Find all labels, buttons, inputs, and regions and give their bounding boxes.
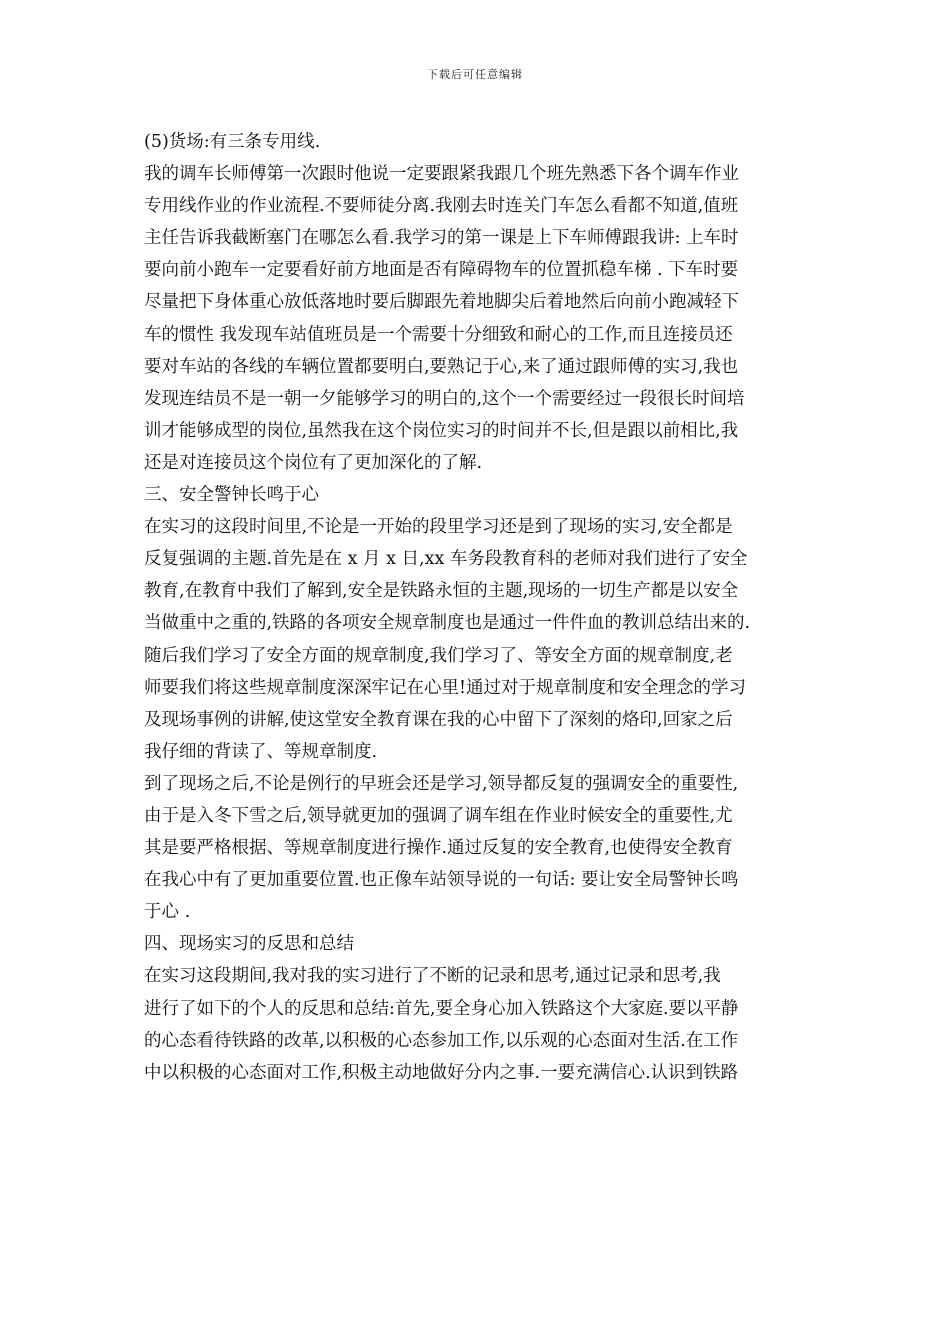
document-body <box>144 126 812 1089</box>
text-line: 随后我们学习了安全方面的规章制度,我们学习了、等安全方面的规章制度,老 <box>144 645 733 666</box>
text-line: (5)货场:有三条专用线. <box>144 132 321 152</box>
page-header: 下载后可任意编辑 <box>427 68 523 81</box>
text-line: 进行了如下的个人的反思和总结:首先,要全身心加入铁路这个大家庭.要以平静 <box>144 998 739 1019</box>
section-heading: 三、安全警钟长鸣于心 <box>144 485 319 506</box>
text-line: 在实习的这段时间里,不论是一开始的段里学习还是到了现场的实习,安全都是 <box>144 517 733 538</box>
text-line: 的心态看待铁路的改革,以积极的心态参加工作,以乐观的心态面对生活.在工作 <box>144 1030 739 1051</box>
text-line: 到了现场之后,不论是例行的早班会还是学习,领导都反复的强调安全的重要性, <box>144 773 739 794</box>
text-line: 于心 . <box>144 902 191 923</box>
text-line: 我仔细的背读了、等规章制度. <box>144 741 378 762</box>
text-line: 还是对连接员这个岗位有了更加深化的了解. <box>144 452 483 473</box>
text-line: 发现连结员不是一朝一夕能够学习的明白的,这个一个需要经过一段很长时间培 <box>144 388 745 409</box>
text-line: 车的惯性 我发现车站值班员是一个需要十分细致和耐心的工作,而且连接员还 <box>144 324 733 345</box>
text-line: 专用线作业的作业流程.不要师徒分离.我刚去时连关门车怎么看都不知道,值班 <box>144 196 739 217</box>
text-line: 在我心中有了更加重要位置.也正像车站领导说的一句话: 要让安全局警钟长鸣 <box>144 870 739 891</box>
text-line: 及现场事例的讲解,使这堂安全教育课在我的心中留下了深刻的烙印,回家之后 <box>144 709 733 730</box>
text-line: 当做重中之重的,铁路的各项安全规章制度也是通过一件件血的教训总结出来的. <box>144 613 751 634</box>
text-line: 其是要严格根据、等规章制度进行操作.通过反复的安全教育,也使得安全教育 <box>144 838 733 859</box>
text-line: 在实习这段期间,我对我的实习进行了不断的记录和思考,通过记录和思考,我 <box>144 966 721 987</box>
text-line: 师要我们将这些规章制度深深牢记在心里!通过对于规章制度和安全理念的学习 <box>144 677 747 698</box>
text-line: 反复强调的主题.首先是在 x 月 x 日,xx 车务段教育科的老师对我们进行了安全 <box>144 549 748 570</box>
text-line: 主任告诉我截断塞门在哪怎么看.我学习的第一课是上下车师傅跟我讲: 上车时 <box>144 228 739 249</box>
text-line: 训才能够成型的岗位,虽然我在这个岗位实习的时间并不长,但是跟以前相比,我 <box>144 420 739 441</box>
text-line: 我的调车长师傅第一次跟时他说一定要跟紧我跟几个班先熟悉下各个调车作业 <box>144 164 739 185</box>
text-line: 中以积极的心态面对工作,积极主动地做好分内之事.一要充满信心.认识到铁路 <box>144 1062 739 1083</box>
text-line: 尽量把下身体重心放低落地时要后脚跟先着地脚尖后着地然后向前小跑减轻下 <box>144 292 739 313</box>
text-line: 由于是入冬下雪之后,领导就更加的强调了调车组在作业时候安全的重要性,尤 <box>144 805 733 826</box>
section-heading: 四、现场实习的反思和总结 <box>144 934 354 955</box>
text-line: 要向前小跑车一定要看好前方地面是否有障碍物车的位置抓稳车梯 . 下车时要 <box>144 260 739 281</box>
text-line: 教育,在教育中我们了解到,安全是铁路永恒的主题,现场的一切生产都是以安全 <box>144 581 739 602</box>
text-line: 要对车站的各线的车辆位置都要明白,要熟记于心,来了通过跟师傅的实习,我也 <box>144 356 739 377</box>
